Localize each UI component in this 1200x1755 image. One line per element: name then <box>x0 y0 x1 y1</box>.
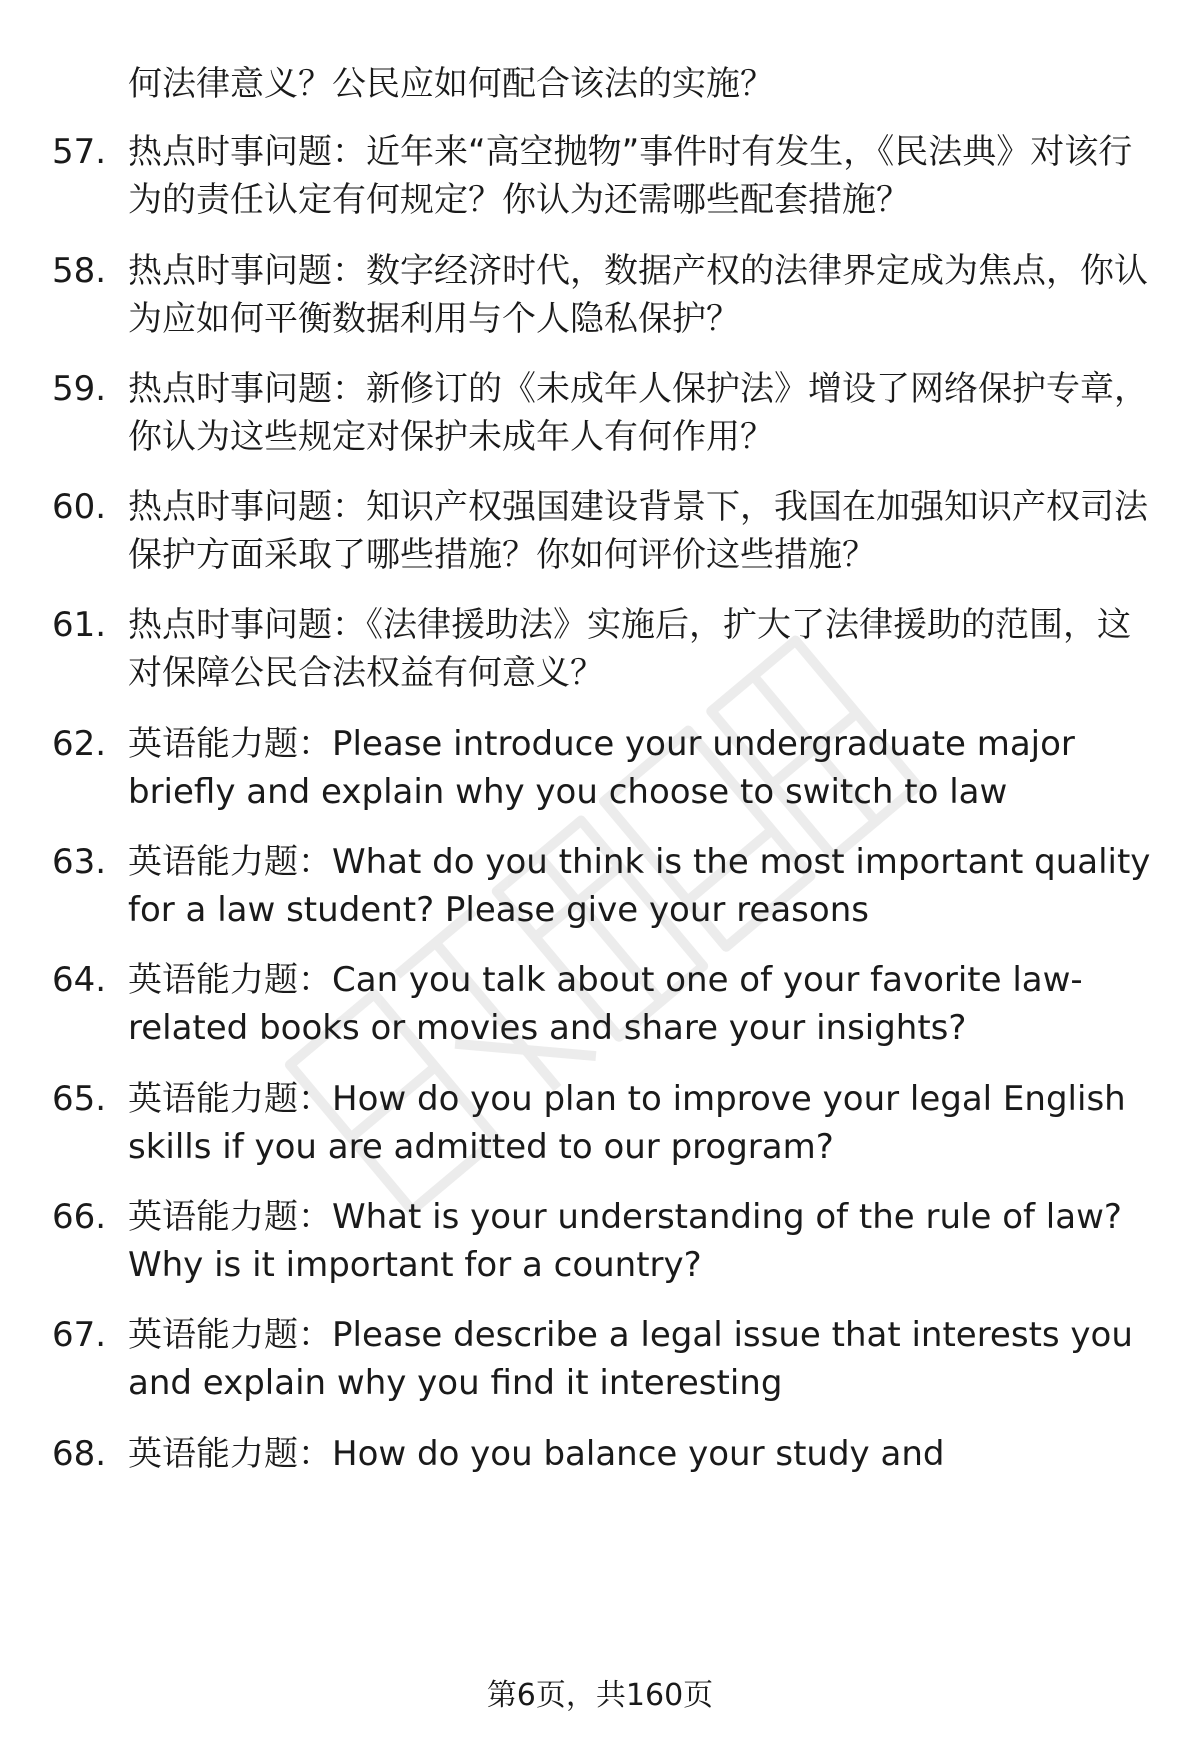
item-number: 57. <box>52 132 107 172</box>
item-number: 59. <box>52 369 107 409</box>
item-number: 61. <box>52 605 107 645</box>
list-item <box>52 1193 1162 1289</box>
item-text: 英语能力题：What do you think is the most important quality for a law student? Please give your reasons <box>128 842 1151 930</box>
continuation-line: 何法律意义？公民应如何配合该法的实施？ <box>128 64 774 104</box>
item-number: 60. <box>52 487 107 527</box>
item-text: 热点时事问题：新修订的《未成年人保护法》增设了网络保护专章，你认为这些规定对保护未成年人有何作用？ <box>128 369 1148 457</box>
item-text: 英语能力题：What is your understanding of the rule of law? Why is it important for a country? <box>128 1197 1122 1285</box>
list-item <box>52 601 1162 697</box>
list-item <box>52 247 1162 343</box>
page-footer: 第6页，共160页 <box>486 1678 714 1713</box>
list-item <box>52 1430 1162 1478</box>
item-text: 英语能力题：Can you talk about one of your favorite law-related books or movies and share your insights? <box>128 960 1083 1048</box>
item-number: 62. <box>52 724 107 764</box>
item-text: 英语能力题：Please introduce your undergraduate major briefly and explain why you choose to switch to law <box>128 724 1075 812</box>
list-item <box>52 128 1162 224</box>
item-text: 英语能力题：How do you plan to improve your legal English skills if you are admitted to our program? <box>128 1079 1126 1167</box>
list-item <box>52 1075 1162 1171</box>
item-text: 热点时事问题：《法律援助法》实施后，扩大了法律援助的范围，这对保障公民合法权益有何意义？ <box>128 605 1131 693</box>
item-number: 65. <box>52 1079 107 1119</box>
list-item <box>52 838 1162 934</box>
item-number: 68. <box>52 1434 107 1474</box>
list-item <box>52 956 1162 1052</box>
item-number: 67. <box>52 1315 107 1355</box>
item-number: 63. <box>52 842 107 882</box>
item-number: 64. <box>52 960 107 1000</box>
list-item <box>52 1311 1162 1407</box>
item-text: 热点时事问题：近年来“高空抛物”事件时有发生，《民法典》对该行为的责任认定有何规定？你认为还需哪些配套措施？ <box>128 132 1133 220</box>
item-text: 热点时事问题：数字经济时代，数据产权的法律界定成为焦点，你认为应如何平衡数据利用与个人隐私保护？ <box>128 251 1148 339</box>
item-number: 66. <box>52 1197 107 1237</box>
item-text: 英语能力题：Please describe a legal issue that interests you and explain why you find it interesting <box>128 1315 1133 1403</box>
item-text: 英语能力题：How do you balance your study and <box>128 1434 945 1474</box>
list-item <box>52 365 1162 461</box>
item-text: 热点时事问题：知识产权强国建设背景下，我国在加强知识产权司法保护方面采取了哪些措施？你如何评价这些措施？ <box>128 487 1148 575</box>
list-item <box>52 483 1162 579</box>
list-item <box>52 720 1162 816</box>
item-number: 58. <box>52 251 107 291</box>
